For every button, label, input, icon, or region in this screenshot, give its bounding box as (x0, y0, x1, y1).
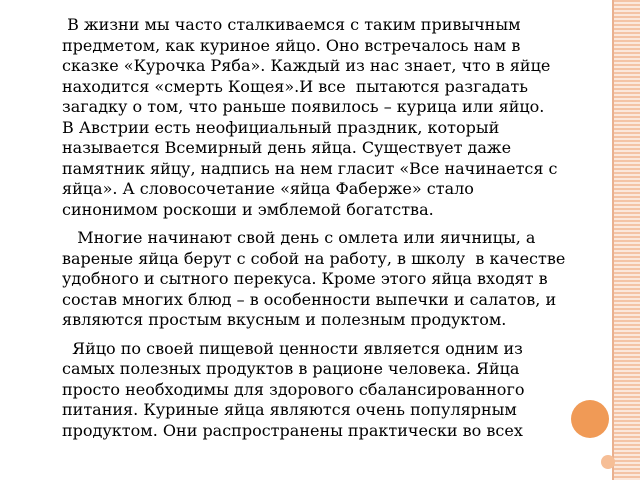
decorative-border-stripe (612, 0, 640, 480)
text-line: яйца». А словосочетание «яйца Фаберже» стало (62, 179, 474, 198)
text-body (62, 15, 566, 449)
text-line: предметом, как куриное яйцо. Оно встречалось нам в (62, 35, 521, 55)
paragraph-3 (62, 339, 562, 442)
decorative-circle-small (601, 455, 615, 469)
text-line: являются простым вкусным и полезным продуктом. (62, 310, 507, 329)
text-line: Многие начинают свой день с омлета или яичницы, а (62, 228, 536, 247)
text-line: синонимом роскоши и эмблемой богатства. (62, 199, 434, 219)
text-line: просто необходимы для здорового сбалансированного (62, 379, 525, 399)
paragraph-1 (62, 15, 562, 220)
text-line: продуктом. Они распространены практически во всех (62, 420, 523, 440)
text-line: загадку о том, что раньше появилось – курица или яйцо. (62, 97, 545, 116)
text-line: самых полезных продуктов в рационе человека. Яйца (62, 359, 520, 378)
text-line: сказке «Курочка Ряба». Каждый из нас знает, что в яйце (62, 56, 551, 75)
text-line: удобного и сытного перекуса. Кроме этого яйца входят в (62, 269, 548, 288)
decorative-circle-large (571, 400, 609, 438)
text-line: состав многих блюд – в особенности выпечки и салатов, и (62, 289, 557, 309)
text-line: В жизни мы часто сталкиваемся с таким привычным (62, 15, 521, 34)
paragraph-2 (62, 228, 566, 331)
text-line: называется Всемирный день яйца. Существует даже (62, 138, 512, 157)
text-line: памятник яйцу, надпись на нем гласит «Все начинается с (62, 158, 558, 178)
text-line: Яйцо по своей пищевой ценности является одним из (62, 338, 523, 358)
text-line: В Австрии есть неофициальный праздник, который (62, 117, 500, 137)
text-line: питания. Куриные яйца являются очень популярным (62, 400, 517, 419)
text-line: находится «смерть Кощея».И все пытаются разгадать (62, 76, 528, 96)
text-line: вареные яйца берут с собой на работу, в школу в качестве (62, 248, 566, 268)
